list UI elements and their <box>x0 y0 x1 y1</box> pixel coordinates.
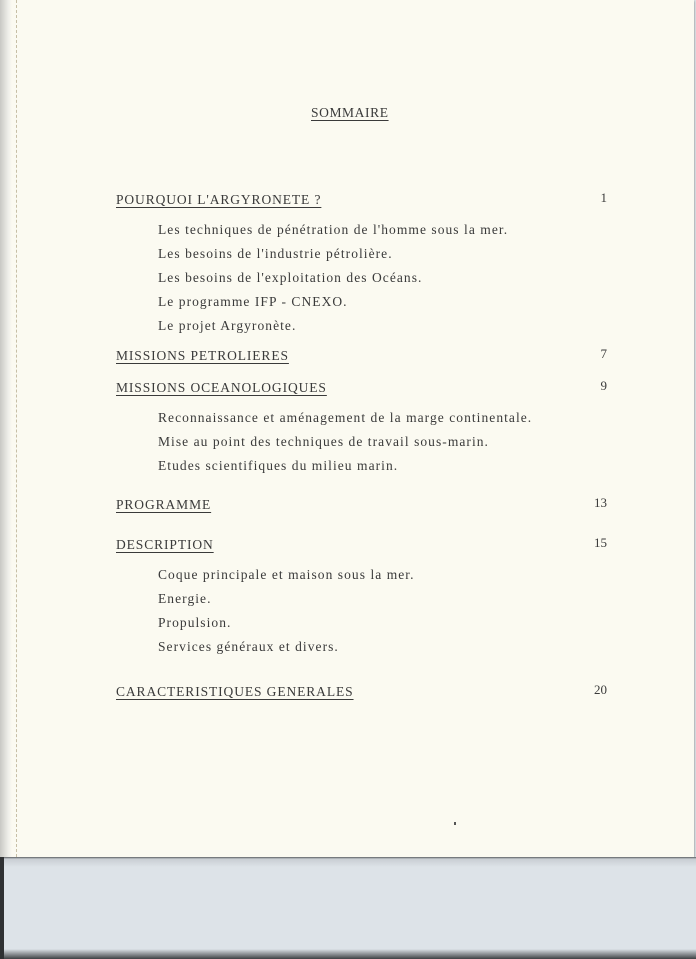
toc-subitem: Etudes scientifiques du milieu marin. <box>158 458 399 473</box>
toc-page-number: 20 <box>594 682 607 697</box>
toc-page-number: 13 <box>594 495 607 510</box>
toc-page-number: 1 <box>600 190 607 205</box>
toc-subitem: Coque principale et maison sous la mer. <box>158 567 415 582</box>
toc-subitem: Energie. <box>158 591 212 606</box>
toc-subitem: Propulsion. <box>158 615 232 630</box>
toc-heading: POURQUOI L'ARGYRONETE ? <box>116 192 322 207</box>
toc-page-number: 7 <box>600 346 607 361</box>
toc-heading: MISSIONS OCEANOLOGIQUES <box>116 380 327 395</box>
toc-heading: CARACTERISTIQUES GENERALES <box>116 684 354 699</box>
toc-subitem: Les techniques de pénétration de l'homme sous la mer. <box>158 222 509 237</box>
toc-subitem: Reconnaissance et aménagement de la marge continentale. <box>158 410 533 425</box>
toc-page-number: 15 <box>594 535 607 550</box>
toc-subitem: Le projet Argyronète. <box>158 318 297 333</box>
toc-subitem: Les besoins de l'exploitation des Océans. <box>158 270 423 285</box>
toc-subitem: Services généraux et divers. <box>158 639 339 654</box>
scanner-bed <box>0 857 696 959</box>
page-title: SOMMAIRE <box>311 105 389 120</box>
toc-heading: MISSIONS PETROLIERES <box>116 348 289 363</box>
toc-page-number: 9 <box>600 378 607 393</box>
toc-subitem: Les besoins de l'industrie pétrolière. <box>158 246 393 261</box>
scanner-edge <box>0 857 4 959</box>
toc-subitem: Mise au point des techniques de travail sous-marin. <box>158 434 489 449</box>
toc-subitem: Le programme IFP - CNEXO. <box>158 294 348 309</box>
binding-stitch <box>16 0 17 857</box>
toc-heading: DESCRIPTION <box>116 537 214 552</box>
toc-heading: PROGRAMME <box>116 497 212 512</box>
binding-gutter <box>0 0 12 857</box>
ink-speck <box>454 822 456 825</box>
